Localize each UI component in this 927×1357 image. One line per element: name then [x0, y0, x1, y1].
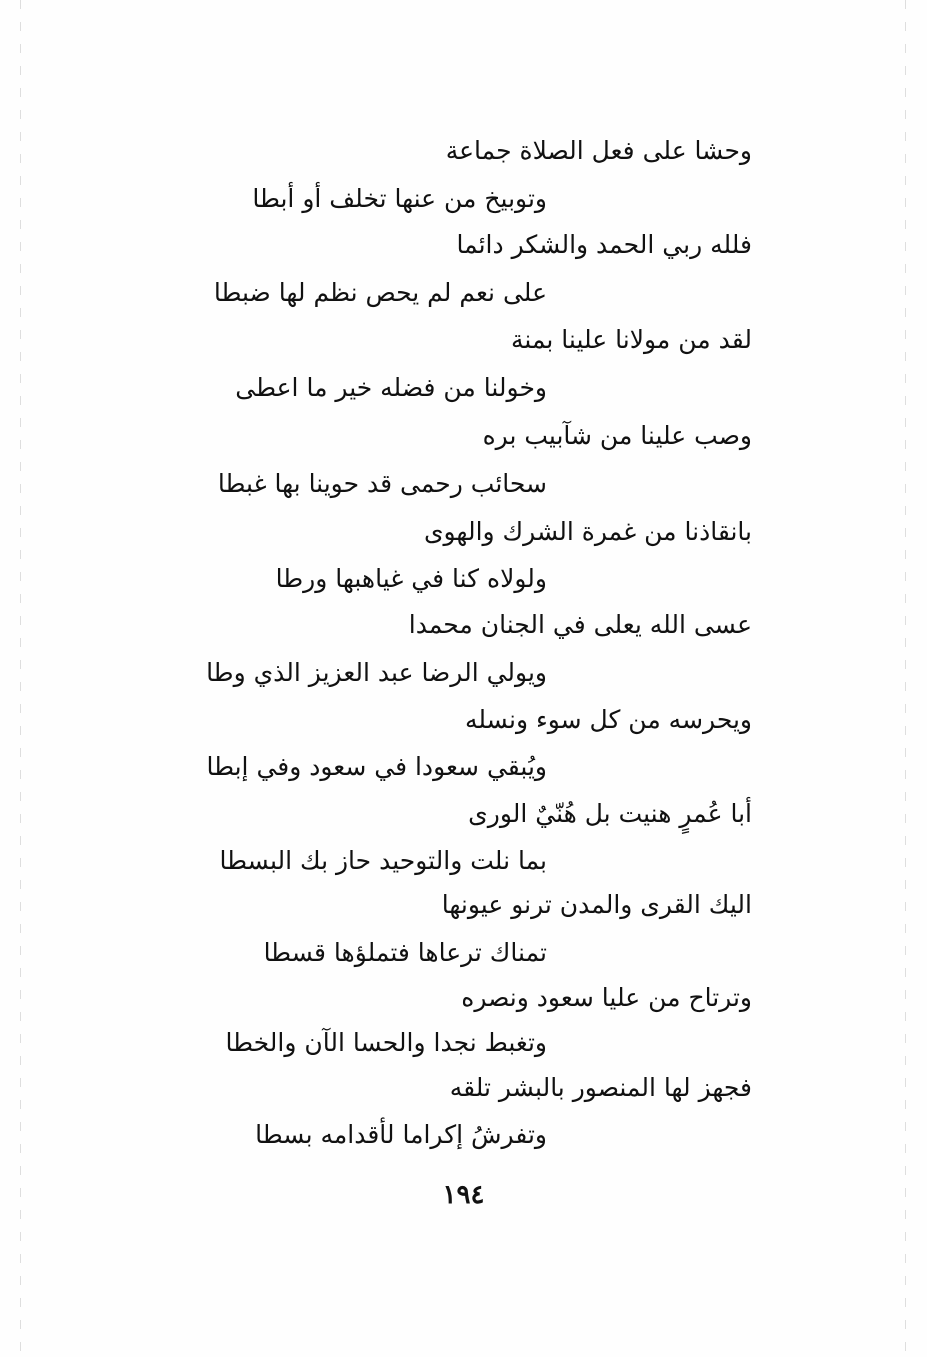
scan-edge-marks-right — [905, 0, 906, 1357]
verse-line: فلله ربي الحمد والشكر دائما — [456, 230, 752, 259]
verse-line: وترتاح من عليا سعود ونصره — [461, 983, 752, 1012]
verse-line: سحائب رحمى قد حوينا بها غبطا — [217, 469, 547, 498]
scan-edge-marks-left — [20, 0, 21, 1357]
verse-line: وتوبيخ من عنها تخلف أو أبطا — [252, 184, 547, 213]
verse-line: أبا عُمرٍ هنيت بل هُنّيٌ الورى — [468, 799, 752, 828]
verse-line: بما نلت والتوحيد حاز بك البسطا — [219, 846, 547, 875]
page-number: ١٩٤ — [442, 1180, 485, 1210]
verse-line: اليك القرى والمدن ترنو عيونها — [441, 890, 752, 919]
verse-line: عسى الله يعلى في الجنان محمدا — [408, 610, 752, 639]
verse-line: بانقاذنا من غمرة الشرك والهوى — [423, 517, 752, 546]
verse-line: وحشا على فعل الصلاة جماعة — [445, 136, 752, 165]
verse-line: ويحرسه من كل سوء ونسله — [465, 705, 752, 734]
verse-line: وتغبط نجدا والحسا الآن والخطا — [225, 1028, 547, 1057]
verse-line: وصب علينا من شآبيب بره — [482, 421, 752, 450]
verse-line: ولولاه كنا في غياهبها ورطا — [275, 564, 547, 593]
verse-line: فجهز لها المنصور بالبشر تلقه — [449, 1073, 752, 1102]
verse-line: وخولنا من فضله خير ما اعطى — [235, 373, 547, 402]
verse-line: لقد من مولانا علينا بمنة — [511, 325, 752, 354]
verse-line: ويُبقي سعودا في سعود وفي إبطا — [206, 752, 547, 781]
verse-line: ويولي الرضا عبد العزيز الذي وطا — [206, 658, 547, 687]
verse-line: وتفرشُ إكراما لأقدامه بسطا — [255, 1120, 547, 1149]
verse-line: تمناك ترعاها فتملؤها قسطا — [263, 938, 547, 967]
verse-line: على نعم لم يحص نظم لها ضبطا — [213, 278, 547, 307]
